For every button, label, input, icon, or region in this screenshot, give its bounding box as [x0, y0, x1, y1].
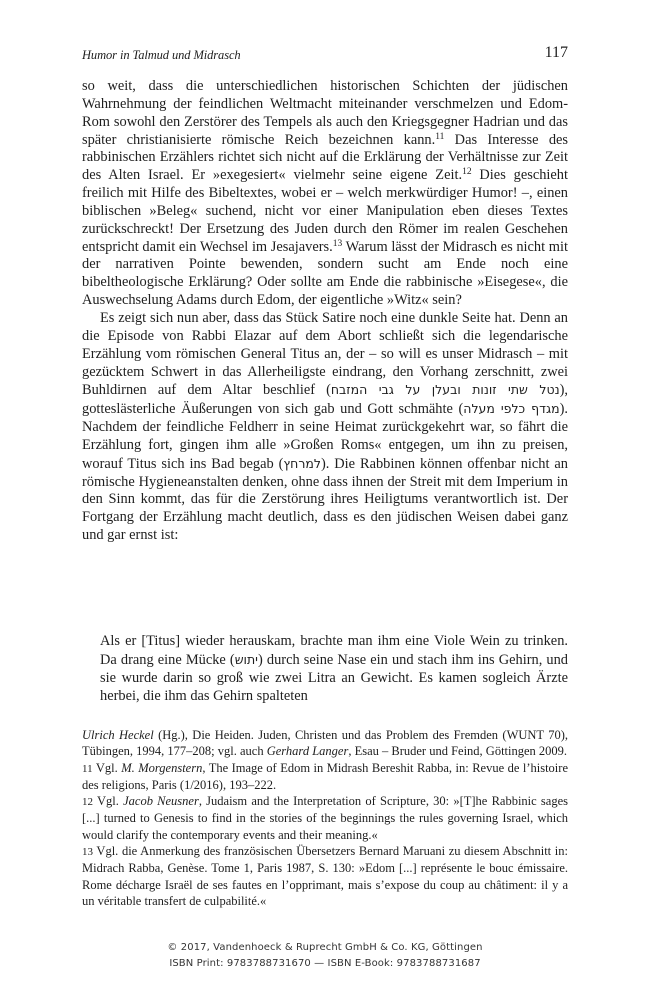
footnote-continuation: [82, 727, 568, 760]
footnote-12: [82, 793, 568, 843]
footnote-12-text-b: , Judaism and the Interpretation of Scripture, 30: »[T]he Rabbinic sages [...] turned to Genesis to find in the stories of the beginnings the rules governing Israel, which would clarify the contemporary events and their meaning.«: [82, 794, 568, 842]
paragraph-1: [82, 78, 568, 310]
hebrew-word-mosquito: יתוש: [234, 651, 258, 667]
footnote-12-number: 12: [82, 796, 93, 809]
block-quote: [100, 633, 568, 705]
paragraph-2: [82, 310, 568, 545]
p2-text-b: ), gotteslästerliche Äußerungen von sich gab und Gott schmähte (: [82, 382, 568, 418]
p2-text-c: ). Nachdem der feindliche Feldherr in seine Heimat zurückgekehrt war, so fährt die Erzählung fort, gingen ihm alle »Großen Roms« entgegen, um ihn zu preisen, worauf Titus sich ins Bad begab (: [82, 401, 568, 472]
footnote-12-author: Jacob Neusner: [123, 794, 199, 809]
running-title: Humor in Talmud und Midrasch: [82, 48, 241, 62]
footnote-11-text-b: , The Image of Edom in Midrash Bereshit Rabba, in: Revue de l’histoire des religions, Paris (1/2016), 193–222.: [82, 760, 568, 792]
footnote-11: [82, 760, 568, 794]
p1-text-b: Das Interesse des rabbinischen Erzählers richtet sich nicht auf die Erklärung der Verhältnisse zur Zeit des Alten Israel. Er »exegesiert« vielmehr seine eigene Zeit.: [82, 131, 568, 184]
main-text: [82, 78, 568, 545]
fn-cont-author-1: Ulrich Heckel: [82, 728, 154, 742]
footnote-13-text: Vgl. die Anmerkung des französischen Übersetzers Bernard Maruani zu diesem Abschnitt in: Midrach Rabba, Genèse. Tome 1, Paris 1987, S. 130: »Edom [...] représente le bouc émissaire. Rome décharge Israël de ses fautes en l’opprimant, mais s’expose du coup au châtiment: il y a un véritable transfert de culpabilité.«: [82, 844, 568, 908]
footnote-13-number: 13: [82, 846, 93, 859]
footnote-ref-12: 12: [462, 167, 472, 178]
hebrew-phrase-2: מגדף כלפי מעלה: [463, 401, 560, 417]
fn-cont-text-a: (Hg.), Die Heiden. Juden, Christen und das Problem des Fremden (WUNT 70), Tübingen, 1994, 177–208; vgl. auch: [82, 728, 568, 759]
page-number: 117: [544, 44, 568, 61]
p1-text-d: Warum lässt der Midrasch es nicht mit der narrativen Pointe bewenden, sondern sucht am Ende noch eine bibeltheologische Erklärung? Oder sollte am Ende die rabbinische »Eisegese«, die Auswechselung Adams durch Edom, der eigentliche »Witz« sein?: [82, 238, 568, 309]
fn-cont-author-2: Gerhard Langer: [266, 744, 349, 759]
quote-text-a: Als er [Titus] wieder herauskam, brachte man ihm eine Viole Wein zu trinken. Da drang eine Mücke (: [100, 633, 568, 668]
hebrew-phrase-1: נטל שתי זונות ובעלן על גבי המזבח: [330, 382, 560, 398]
p2-text-d: ). Die Rabbinen können offenbar nicht an römische Hygieneanstalten denken, ohne dass ihnen der Streit mit dem Imperium in den Sinn kommt, das für die Zerstörung ihres Heiligtums verantwortlich ist. Der Fortgang der Erzählung macht deutlich, dass es den jüdischen Weisen dabei ganz und gar ernst ist:: [82, 455, 569, 544]
fn-cont-text-b: , Esau – Bruder und Feind, Göttingen 2009.: [348, 744, 568, 759]
p1-text-a: so weit, dass die unterschiedlichen historischen Schichten der jüdischen Wahrnehmung der feindlichen Weltmacht miteinander verschmelzen und Edom-Rom sowohl den Zerstörer des Tempels als auch den Kriegsgegner Hadrian und das später christianisierte römische Reich bezeichnen kann.: [82, 78, 568, 148]
quote-text-b: ) durch seine Nase ein und stach ihm ins Gehirn, und sie wurde darin so groß wie zwei Litra an Gewicht. Es kamen sogleich Ärzte herbei, die ihm das Gehirn spalteten: [100, 651, 568, 704]
footnote-13: [82, 843, 568, 909]
p1-text-c: Dies geschieht freilich mit Hilfe des Bibeltextes, wobei er – welch merkwürdiger Humor! –, einen biblischen »Beleg« suchend, nicht vor einer Manipulation eben dieses Textes zurückschreckt! Der Ersetzung des Juden durch den Römer im realen Geschehen entspricht damit ein Wechsel im Jesajavers.: [82, 167, 568, 255]
footnote-ref-13: 13: [332, 238, 343, 249]
footnote-ref-11: 11: [435, 131, 445, 142]
footnotes: [82, 727, 568, 909]
footnote-11-text-a: Vgl.: [92, 760, 122, 775]
footnote-11-author: M. Morgenstern: [121, 760, 203, 775]
p2-text-a: Es zeigt sich nun aber, dass das Stück Satire noch eine dunkle Seite hat. Denn an die Episode von Rabbi Elazar auf dem Abort schließt sich die legendarische Erzählung vom römischen General Titus an, der – so will es unser Midrasch – mit gezücktem Schwert in das Allerheiligste eindrang, den Vorhang zerschnitt, zwei Buhldirnen auf dem Altar beschlief (: [82, 309, 568, 399]
copyright-line: © 2017, Vandenhoeck & Ruprecht GmbH & Co. KG, Göttingen: [167, 942, 483, 953]
hebrew-phrase-3: למרחץ: [283, 455, 321, 471]
footnote-11-number: 11: [82, 762, 93, 775]
footnote-12-text-a: Vgl.: [93, 794, 124, 809]
isbn-line: ISBN Print: 9783788731670 — ISBN E-Book: 9783788731687: [169, 958, 481, 969]
